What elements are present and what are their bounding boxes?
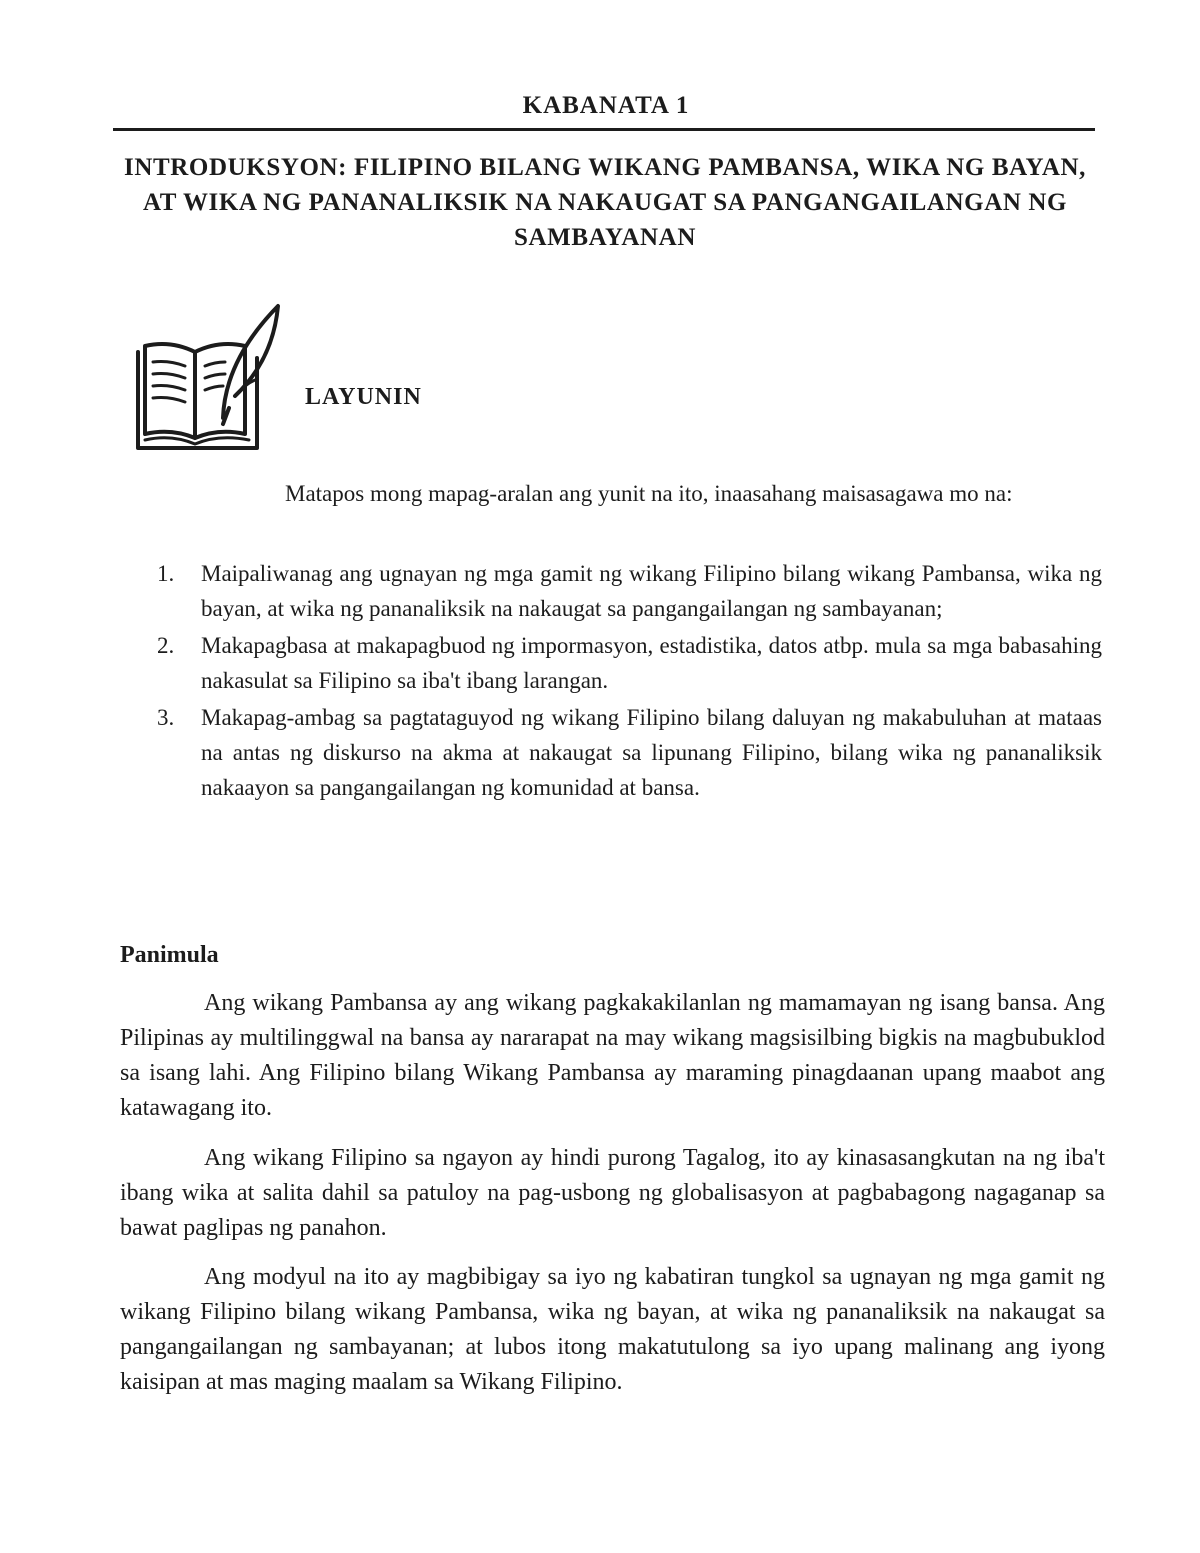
paragraph: Ang wikang Pambansa ay ang wikang pagkakakilanlan ng mamamayan ng isang bansa. Ang Pilipinas ay multilinggwal na bansa ay nararapat na may wikang magsisilbing bigkis na magbubuklod sa isang lahi. Ang Filipino bilang Wikang Pambansa ay maraming pinagdaanan upang maabot ang katawagang ito. [120, 990, 1105, 1121]
book-quill-icon [133, 300, 283, 455]
chapter-title: INTRODUKSYON: FILIPINO BILANG WIKANG PAMBANSA, WIKA NG BAYAN, AT WIKA NG PANANALIKSIK NA NAKAUGAT SA PANGANGAILANGAN NG SAMBAYANAN [124, 154, 1086, 251]
list-item-number: 3. [157, 705, 175, 730]
list-item-text: Makapagbasa at makapagbuod ng impormasyon, estadistika, datos atbp. mula sa mga babasahing nakasulat sa Filipino sa iba't ibang larangan. [201, 633, 1102, 693]
list-item-text: Makapag-ambag sa pagtataguyod ng wikang Filipino bilang daluyan ng makabuluhan at mataas na antas ng diskurso na akma at nakaugat sa lipunang Filipino, bilang wika ng pananaliksik nakaayon sa pangangailangan ng komunidad at bansa. [201, 705, 1102, 800]
list-item [157, 700, 1102, 805]
list-item-text: Maipaliwanag ang ugnayan ng mga gamit ng wikang Filipino bilang wikang Pambansa, wika ng bayan, at wika ng pananaliksik na nakaugat sa pangangailangan ng sambayanan; [201, 561, 1102, 621]
chapter-label: KABANATA 1 [522, 92, 690, 119]
paragraph: Ang wikang Filipino sa ngayon ay hindi purong Tagalog, ito ay kinasasangkutan na ng iba't ibang wika at salita dahil sa patuloy na pag-usbong ng globalisasyon at pagbabagong nagaganap sa bawat paglipas ng panahon. [120, 1145, 1105, 1241]
list-item [157, 556, 1102, 626]
chapter-divider [113, 128, 1095, 131]
objectives-intro [203, 476, 1063, 512]
paragraph: Ang modyul na ito ay magbibigay sa iyo ng kabatiran tungkol sa ugnayan ng mga gamit ng wikang Filipino bilang wikang Pambansa, wika ng bayan, at wika ng pananaliksik na nakaugat sa pangangailangan ng sambayanan; at lubos itong makatutulong sa iyo upang malinang ang iyong kaisipan at mas maging maalam sa Wikang Filipino. [120, 1264, 1105, 1395]
list-item-number: 2. [157, 633, 175, 658]
objectives-intro-text: Matapos mong mapag-aralan ang yunit na ito, inaasahang maisasagawa mo na: [285, 481, 1013, 506]
section-heading-panimula: Panimula [120, 942, 219, 968]
list-item [157, 628, 1102, 698]
objectives-heading: LAYUNIN [305, 384, 422, 410]
objectives-list [157, 556, 1102, 807]
list-item-number: 1. [157, 561, 175, 586]
